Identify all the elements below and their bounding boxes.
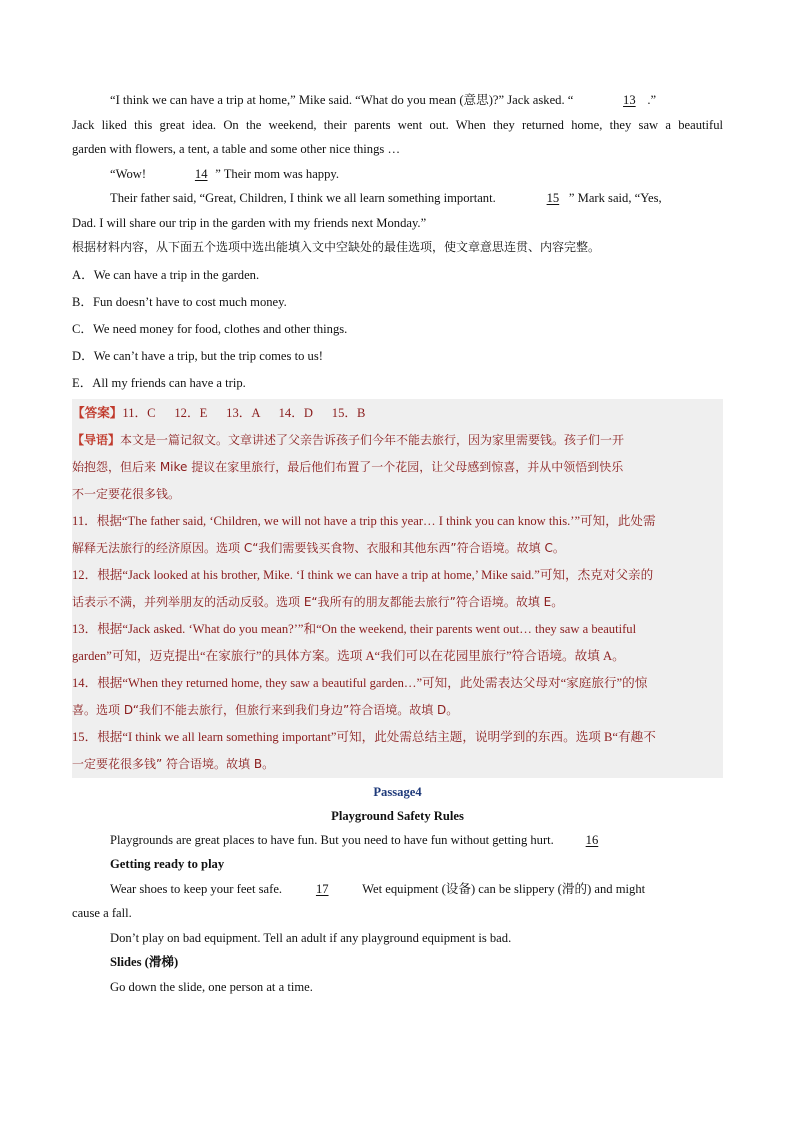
story-text: ” Mark said, “Yes, bbox=[568, 191, 662, 205]
guide-text: 本文是一篇记叙文。文章讲述了父亲告诉孩子们今年不能去旅行，因为家里需要钱。孩子们一开 bbox=[120, 432, 625, 447]
blank-13: 13 bbox=[623, 93, 636, 107]
story-line: garden with flowers, a tent, a table and some other nice things … bbox=[72, 142, 401, 156]
explanation-12: 12．根据“Jack looked at his brother, Mike. ‘I think we can have a trip at home,’ Mike said.”可知，杰克对父亲的 bbox=[72, 567, 654, 582]
option-b: B．Fun doesn’t have to cost much money. bbox=[72, 294, 287, 309]
instruction: 根据材料内容，从下面五个选项中选出能填入文中空缺处的最佳选项，使文章意思连贯、内容完整。 bbox=[72, 240, 601, 254]
story-text: “Wow! bbox=[110, 166, 150, 181]
story-text: Their father said, “Great, Children, I think we all learn something important. bbox=[110, 191, 499, 205]
answer-text: 11．C 12．E 13．A 14．D 15．B bbox=[122, 405, 366, 420]
answer-label: 【答案】 bbox=[72, 404, 123, 420]
story-line bbox=[72, 186, 723, 211]
passage-text: Wear shoes to keep your feet safe. bbox=[110, 881, 286, 896]
blank-17: 17 bbox=[315, 881, 329, 896]
guide-line: 始抱怨，但后来 Mike 提议在家里旅行，最后他们布置了一个花园，让父母感到惊喜，并从中领悟到快乐 bbox=[72, 459, 624, 474]
document-page bbox=[72, 88, 723, 999]
story-line: Dad. I will share our trip in the garden with my friends next Monday.” bbox=[72, 215, 427, 230]
option-d: D．We can’t have a trip, but the trip comes to us! bbox=[72, 348, 323, 363]
option-e: E．All my friends can have a trip. bbox=[72, 375, 246, 390]
story-text: “I think we can have a trip at home,” Mike said. “What do you mean (意思)?” Jack asked. “ bbox=[110, 93, 574, 107]
answer-explanation-box bbox=[72, 399, 723, 778]
story-line bbox=[72, 88, 723, 113]
passage-line: cause a fall. bbox=[72, 906, 132, 920]
blank-14: 14 bbox=[194, 166, 208, 181]
explanation-13: 13．根据“Jack asked. ‘What do you mean?’”和“On the weekend, their parents went out… they saw a beautiful bbox=[72, 621, 637, 636]
answer-line bbox=[72, 399, 723, 427]
guide-label: 【导语】 bbox=[72, 432, 121, 447]
options-list bbox=[72, 262, 723, 397]
explanation-15: 一定要花很多钱” 符合语境。故填 B。 bbox=[72, 756, 275, 771]
story-line bbox=[72, 162, 723, 187]
option-c: C．We need money for food, clothes and other things. bbox=[72, 321, 348, 336]
passage-text: Playgrounds are great places to have fun. But you need to have fun without getting hurt. bbox=[110, 832, 557, 847]
blank-16: 16 bbox=[585, 832, 599, 847]
passage-line bbox=[72, 877, 723, 902]
passage-title: Playground Safety Rules bbox=[331, 808, 464, 823]
passage-line: Go down the slide, one person at a time. bbox=[110, 979, 313, 994]
section-heading: Slides (滑梯) bbox=[110, 955, 179, 969]
section-heading: Getting ready to play bbox=[110, 857, 225, 871]
explanation-14: 喜。选项 D“我们不能去旅行，但旅行来到我们身边”符合语境。故填 D。 bbox=[72, 702, 459, 717]
blank-15: 15 bbox=[546, 191, 560, 205]
passage-text: Wet equipment (设备) can be slippery (滑的) and might bbox=[359, 881, 646, 896]
passage-line: Don’t play on bad equipment. Tell an adult if any playground equipment is bad. bbox=[110, 930, 512, 945]
explanation-13: garden”可知，迈克提出“在家旅行”的具体方案。选项 A“我们可以在花园里旅行”符合语境。故填 A。 bbox=[72, 648, 625, 663]
explanation-11: 11．根据“The father said, ‘Children, we will not have a trip this year… I think you can know this.’”可知，此处需 bbox=[72, 513, 656, 528]
guide-line bbox=[72, 427, 723, 454]
passage-line bbox=[72, 828, 723, 853]
story-line: Jack liked this great idea. On the weekend, their parents went out. When they returned home, they saw a beautiful bbox=[72, 117, 723, 132]
explanation-12: 话表示不满，并列举朋友的活动反驳。选项 E“我所有的朋友都能去旅行”符合语境。故填 E。 bbox=[72, 594, 564, 609]
guide-line: 不一定要花很多钱。 bbox=[72, 486, 181, 501]
explanation-11: 解释无法旅行的经济原因。选项 C“我们需要钱买食物、衣服和其他东西”符合语境。故填 C。 bbox=[72, 540, 565, 555]
explanation-14: 14．根据“When they returned home, they saw a beautiful garden…”可知，此处需表达父母对“家庭旅行”的惊 bbox=[72, 675, 648, 690]
passage-heading: Passage4 bbox=[373, 784, 422, 799]
option-a: A．We can have a trip in the garden. bbox=[72, 267, 260, 282]
story-text: .” bbox=[647, 93, 657, 107]
story-text: ” Their mom was happy. bbox=[215, 166, 340, 181]
explanation-15: 15．根据“I think we all learn something important”可知，此处需总结主题，说明学到的东西。选项 B“有趣不 bbox=[72, 729, 656, 744]
